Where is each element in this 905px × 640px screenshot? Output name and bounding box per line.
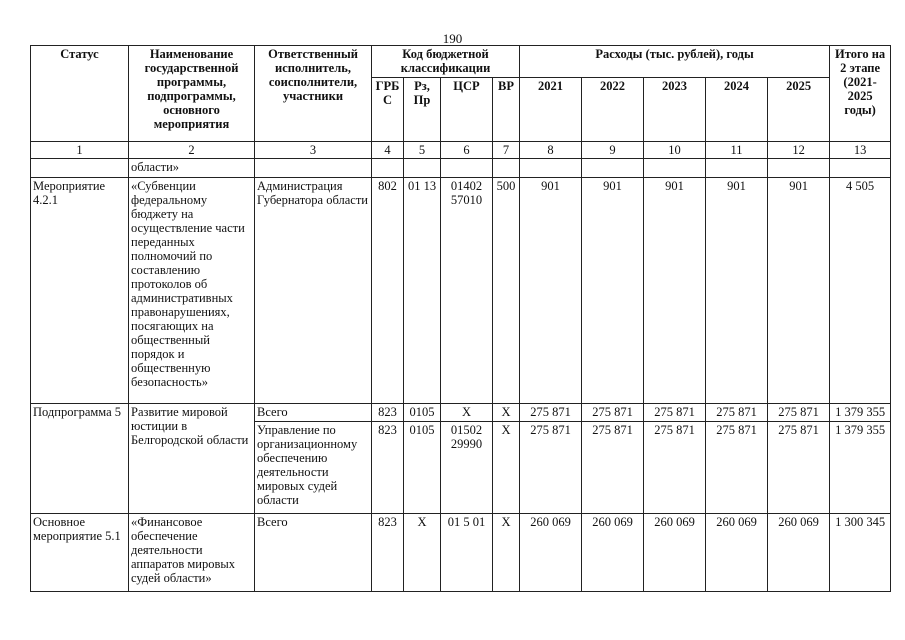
header-budget-code: Код бюджетной классификации <box>372 46 520 78</box>
row-executor: Администрация Губернатора области <box>255 178 372 404</box>
row-executor: Всего <box>255 514 372 592</box>
header-grbs: ГРБ С <box>372 78 404 142</box>
row-value: 260 069 <box>582 514 644 592</box>
row-total: 1 379 355 <box>830 404 891 422</box>
row-vr: X <box>493 404 520 422</box>
row-name: «Финансовое обеспечение деятельности аппаратов мировых судей области» <box>129 514 255 592</box>
row-value: 275 871 <box>768 404 830 422</box>
row-value: 901 <box>520 178 582 404</box>
row-name: «Субвенции федеральному бюджету на осуществление части переданных полномочий по составлению протоколов об административных правонарушениях, посягающих на общественный порядок и общественную безопасность» <box>129 178 255 404</box>
table-row <box>31 404 891 422</box>
budget-table <box>30 45 891 592</box>
row-total: 1 300 345 <box>830 514 891 592</box>
row-grbs: 802 <box>372 178 404 404</box>
row-status: Мероприятие 4.2.1 <box>31 178 129 404</box>
row-total: 1 379 355 <box>830 422 891 514</box>
row-value: 275 871 <box>706 422 768 514</box>
col-index: 3 <box>255 142 372 159</box>
row-csr: 01402 57010 <box>441 178 493 404</box>
col-index: 9 <box>582 142 644 159</box>
header-vr: ВР <box>493 78 520 142</box>
row-status: Основное мероприятие 5.1 <box>31 514 129 592</box>
row-grbs: 823 <box>372 404 404 422</box>
row-value: 260 069 <box>520 514 582 592</box>
header-rzpr: Рз, Пр <box>404 78 441 142</box>
row-rzpr: 01 13 <box>404 178 441 404</box>
row-value: 901 <box>768 178 830 404</box>
row-grbs: 823 <box>372 514 404 592</box>
row-vr: X <box>493 422 520 514</box>
row-value: 260 069 <box>644 514 706 592</box>
row-value: 260 069 <box>706 514 768 592</box>
row-value: 275 871 <box>644 404 706 422</box>
col-index: 1 <box>31 142 129 159</box>
row-executor: Управление по организационному обеспечению деятельности мировых судей области <box>255 422 372 514</box>
col-index: 4 <box>372 142 404 159</box>
continuation-text: области» <box>129 159 255 178</box>
page-number: 190 <box>442 31 463 46</box>
table-row <box>31 514 891 592</box>
col-index: 12 <box>768 142 830 159</box>
col-index: 6 <box>441 142 493 159</box>
table-row <box>31 178 891 404</box>
row-executor: Всего <box>255 404 372 422</box>
row-value: 275 871 <box>520 422 582 514</box>
header-executor: Ответственный исполнитель, соисполнители, участники <box>255 46 372 142</box>
row-value: 275 871 <box>644 422 706 514</box>
col-index: 2 <box>129 142 255 159</box>
row-status: Подпрограмма 5 <box>31 404 129 514</box>
header-expenses: Расходы (тыс. рублей), годы <box>520 46 830 78</box>
row-value: 260 069 <box>768 514 830 592</box>
col-index: 13 <box>830 142 891 159</box>
column-index-row <box>31 142 891 159</box>
row-rzpr: X <box>404 514 441 592</box>
row-value: 901 <box>582 178 644 404</box>
row-value: 901 <box>644 178 706 404</box>
row-rzpr: 0105 <box>404 404 441 422</box>
col-index: 8 <box>520 142 582 159</box>
continuation-row <box>31 159 891 178</box>
row-value: 275 871 <box>582 422 644 514</box>
row-csr: 01502 29990 <box>441 422 493 514</box>
header-year: 2025 <box>768 78 830 142</box>
row-rzpr: 0105 <box>404 422 441 514</box>
row-vr: 500 <box>493 178 520 404</box>
row-csr: X <box>441 404 493 422</box>
header-total: Итого на 2 этапе (2021-2025 годы) <box>830 46 891 142</box>
header-name: Наименование государственной программы, подпрограммы, основного мероприятия <box>129 46 255 142</box>
row-value: 275 871 <box>706 404 768 422</box>
row-name: Развитие мировой юстиции в Белгородской области <box>129 404 255 514</box>
col-index: 7 <box>493 142 520 159</box>
row-total: 4 505 <box>830 178 891 404</box>
col-index: 11 <box>706 142 768 159</box>
row-value: 275 871 <box>768 422 830 514</box>
header-year: 2024 <box>706 78 768 142</box>
header-year: 2022 <box>582 78 644 142</box>
header-year: 2021 <box>520 78 582 142</box>
row-value: 275 871 <box>520 404 582 422</box>
row-value: 901 <box>706 178 768 404</box>
row-grbs: 823 <box>372 422 404 514</box>
row-csr: 01 5 01 <box>441 514 493 592</box>
col-index: 5 <box>404 142 441 159</box>
col-index: 10 <box>644 142 706 159</box>
header-year: 2023 <box>644 78 706 142</box>
header-csr: ЦСР <box>441 78 493 142</box>
header-status: Статус <box>31 46 129 142</box>
row-vr: X <box>493 514 520 592</box>
row-value: 275 871 <box>582 404 644 422</box>
